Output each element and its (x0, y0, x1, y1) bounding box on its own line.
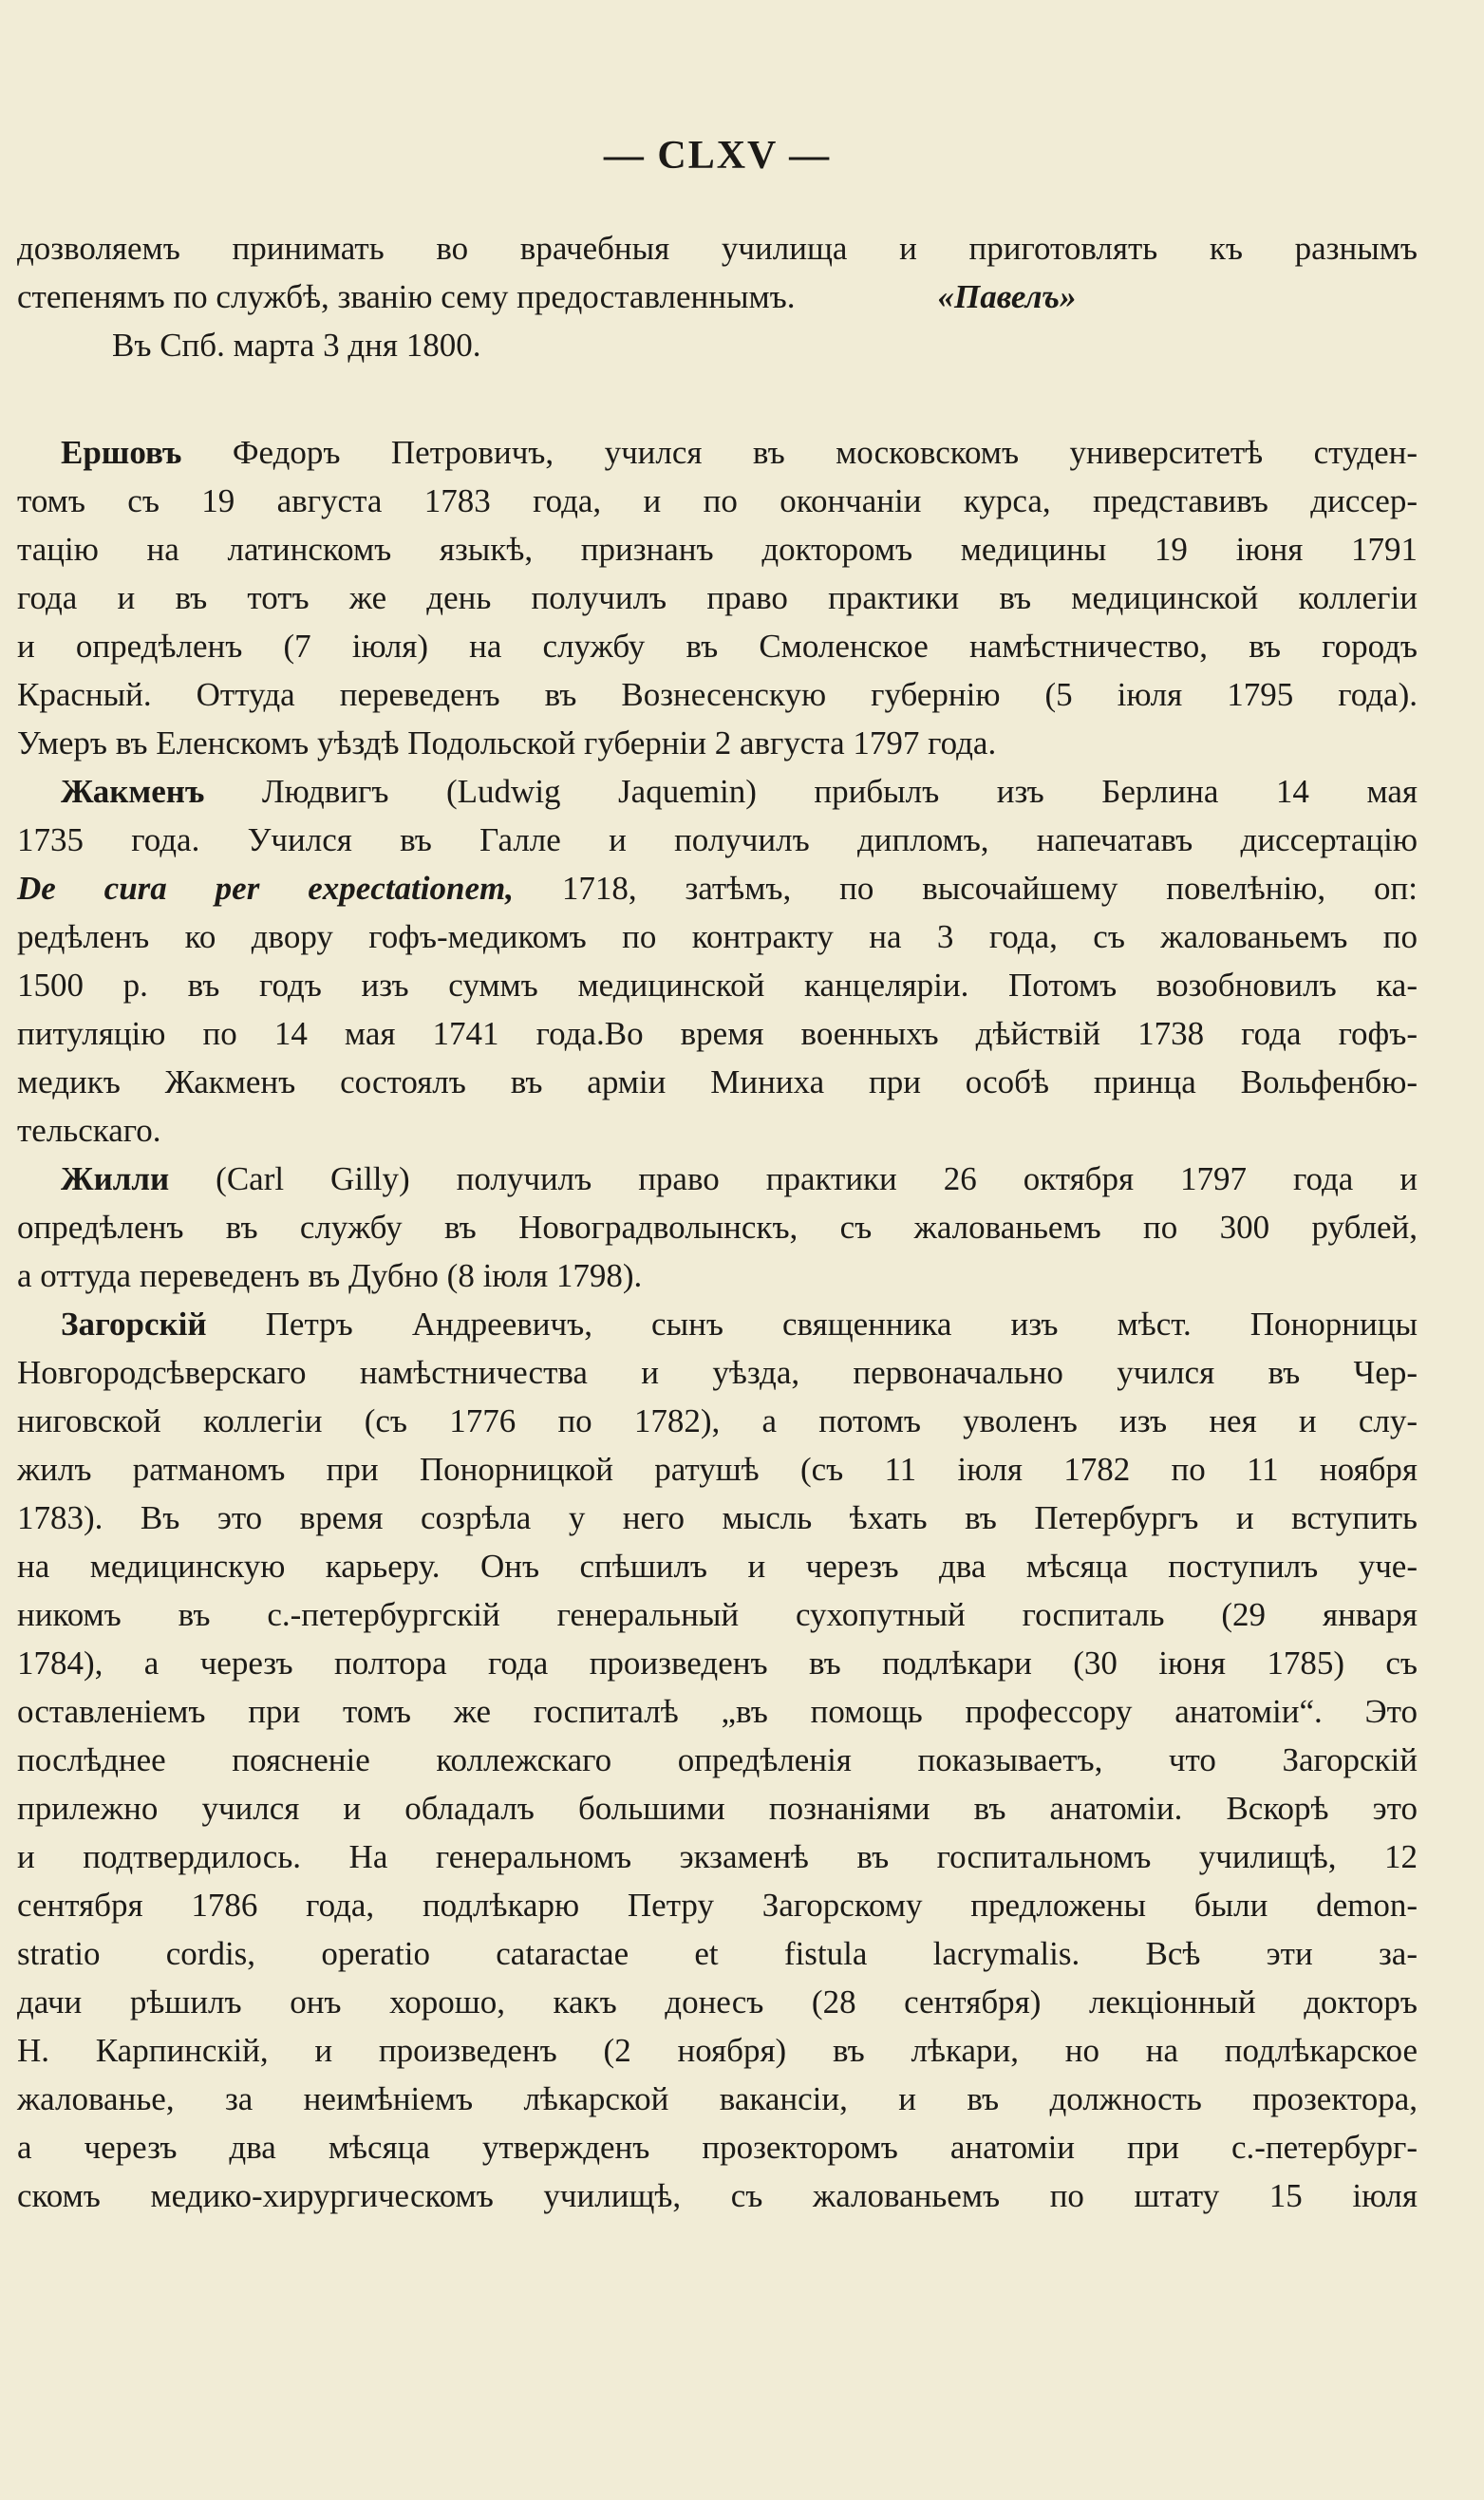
text-line (17, 1058, 1418, 1106)
text-line (17, 912, 1418, 961)
text-line (17, 1397, 1418, 1445)
line-text: 1500 р. въ годъ изъ суммъ медицинской канцеляріи. Потомъ возобновилъ ка- (17, 967, 1418, 1004)
text-line (17, 1203, 1418, 1251)
text-line (17, 1348, 1418, 1397)
line-text: тацію на латинскомъ языкѣ, признанъ докторомъ медицины 19 іюня 1791 (17, 531, 1418, 568)
text-line (17, 864, 1418, 912)
text-line (17, 1881, 1418, 1929)
text-line (17, 1929, 1418, 1978)
text-line (17, 719, 1418, 767)
entry-surname: Жилли (61, 1160, 170, 1197)
line-text: 1783). Въ это время созрѣла у него мысль ѣхать въ Петербургъ и вступить (17, 1499, 1418, 1536)
line-text: ниговской коллегіи (съ 1776 по 1782), а потомъ уволенъ изъ нея и слу- (17, 1402, 1418, 1439)
text-line (17, 321, 1418, 369)
entry-surname: Жакменъ (61, 773, 205, 810)
line-text: питуляцію по 14 мая 1741 года.Во время военныхъ дѣйствій 1738 года гофъ- (17, 1015, 1418, 1052)
text-line (17, 1251, 1418, 1300)
text-line (17, 816, 1418, 864)
line-text: и опредѣленъ (7 іюля) на службу въ Смоленское намѣстничество, въ городъ (17, 628, 1418, 665)
signature: «Павелъ» (937, 278, 1077, 315)
line-text: stratio cordis, operatio cataractae et fistula lacrymalis. Всѣ эти за- (17, 1935, 1418, 1972)
line-text: и подтвердилось. На генеральномъ экзаменѣ въ госпитальномъ училищѣ, 12 (17, 1838, 1418, 1875)
entry-surname: Ершовъ (61, 434, 182, 471)
line-text: Новгородсѣверскаго намѣстничества и уѣзда, первоначально учился въ Чер- (17, 1354, 1418, 1391)
text-line (17, 224, 1418, 273)
line-text: Умеръ въ Еленскомъ уѣздѣ Подольской губерніи 2 августа 1797 года. (17, 724, 997, 761)
text-line (17, 1590, 1418, 1639)
text-line (17, 767, 1418, 816)
page-header: — CLXV — (603, 134, 832, 178)
line-text: никомъ въ с.-петербургскій генеральный сухопутный госпиталь (29 января (17, 1596, 1418, 1633)
text-line (17, 1784, 1418, 1833)
text-line (17, 573, 1418, 622)
line-text: на медицинскую карьеру. Онъ спѣшилъ и черезъ два мѣсяца поступилъ уче- (17, 1548, 1418, 1585)
text-line (17, 2026, 1418, 2075)
text-line (17, 2171, 1418, 2220)
line-text: 1718, затѣмъ, по высочайшему повелѣнію, оп: (513, 870, 1418, 907)
line-text: 1784), а черезъ полтора года произведенъ въ подлѣкари (30 іюня 1785) съ (17, 1645, 1418, 1682)
line-text: сентября 1786 года, подлѣкарю Петру Загорскому предложены были demon- (17, 1887, 1418, 1924)
line-text: Людвигъ (Ludwig Jaquemin) прибылъ изъ Берлина 14 мая (204, 773, 1418, 810)
text-line (17, 1009, 1418, 1058)
text-line (17, 1687, 1418, 1736)
line-text: Петръ Андреевичъ, сынъ священника изъ мѣст. Понорницы (206, 1306, 1418, 1343)
latin-title: De cura per expectationem, (17, 870, 514, 907)
line-text: жалованье, за неимѣніемъ лѣкарской вакансіи, и въ должность прозектора, (17, 2080, 1418, 2117)
text-line (17, 1639, 1418, 1687)
line-text: редѣленъ ко двору гофъ-медикомъ по контракту на 3 года, съ жалованьемъ по (17, 918, 1418, 955)
line-text: скомъ медико-хирургическомъ училищѣ, съ жалованьемъ по штату 15 іюля (17, 2177, 1418, 2214)
line-text: Въ Спб. марта 3 дня 1800. (112, 327, 481, 364)
line-text: жилъ ратманомъ при Понорницкой ратушѣ (съ 11 іюля 1782 по 11 ноября (17, 1451, 1418, 1488)
line-text: дозволяемъ принимать во врачебныя училища и приготовлять къ разнымъ (17, 230, 1418, 267)
line-text: Красный. Оттуда переведенъ въ Вознесенскую губернію (5 іюля 1795 года). (17, 676, 1418, 713)
line-text: (Carl Gilly) получилъ право практики 26 октября 1797 года и (169, 1160, 1418, 1197)
text-line (17, 961, 1418, 1009)
text-line (17, 1494, 1418, 1542)
line-text: дачи рѣшилъ онъ хорошо, какъ донесъ (28 сентября) лекціонный докторъ (17, 1983, 1418, 2021)
line-text: прилежно учился и обладалъ большими познаніями въ анатоміи. Вскорѣ это (17, 1790, 1418, 1827)
line-text: 1735 года. Учился въ Галле и получилъ дипломъ, напечатавъ диссертацію (17, 821, 1418, 858)
line-text: послѣднее поясненіе коллежскаго опредѣленія показываетъ, что Загорскій (17, 1741, 1418, 1778)
line-text: степенямъ по службѣ, званію сему предоставленнымъ. (17, 278, 796, 315)
text-line (17, 1445, 1418, 1494)
line-text: томъ съ 19 августа 1783 года, и по окончаніи курса, представивъ диссер- (17, 482, 1418, 519)
text-line (17, 1155, 1418, 1203)
line-text: тельскаго. (17, 1112, 161, 1149)
text-line (17, 2123, 1418, 2171)
entry-surname: Загорскій (61, 1306, 207, 1343)
text-line (17, 1736, 1418, 1784)
text-line (17, 2075, 1418, 2123)
body-text (17, 224, 1418, 2220)
text-line (17, 525, 1418, 573)
text-line (17, 273, 1418, 321)
text-line (17, 1106, 1418, 1155)
text-line (17, 1300, 1418, 1348)
line-text: Н. Карпинскій, и произведенъ (2 ноября) въ лѣкари, но на подлѣкарское (17, 2032, 1418, 2069)
text-line (17, 1542, 1418, 1590)
line-text: а черезъ два мѣсяца утвержденъ прозекторомъ анатоміи при с.-петербург- (17, 2129, 1418, 2166)
text-line (17, 1833, 1418, 1881)
line-text: опредѣленъ въ службу въ Новоградволынскъ, съ жалованьемъ по 300 рублей, (17, 1209, 1418, 1246)
line-text: а оттуда переведенъ въ Дубно (8 іюля 1798). (17, 1257, 643, 1294)
paragraph-gap (17, 369, 1418, 428)
line-text: медикъ Жакменъ состоялъ въ арміи Миниха при особѣ принца Вольфенбю- (17, 1063, 1418, 1100)
text-line (17, 428, 1418, 477)
line-text: оставленіемъ при томъ же госпиталѣ „въ помощь профессору анатоміи“. Это (17, 1693, 1418, 1730)
text-line (17, 1978, 1418, 2026)
line-text: Федоръ Петровичъ, учился въ московскомъ университетѣ студен- (181, 434, 1418, 471)
text-line (17, 622, 1418, 670)
text-line (17, 477, 1418, 525)
line-text: года и въ тотъ же день получилъ право практики въ медицинской коллегіи (17, 579, 1418, 616)
text-line (17, 670, 1418, 719)
